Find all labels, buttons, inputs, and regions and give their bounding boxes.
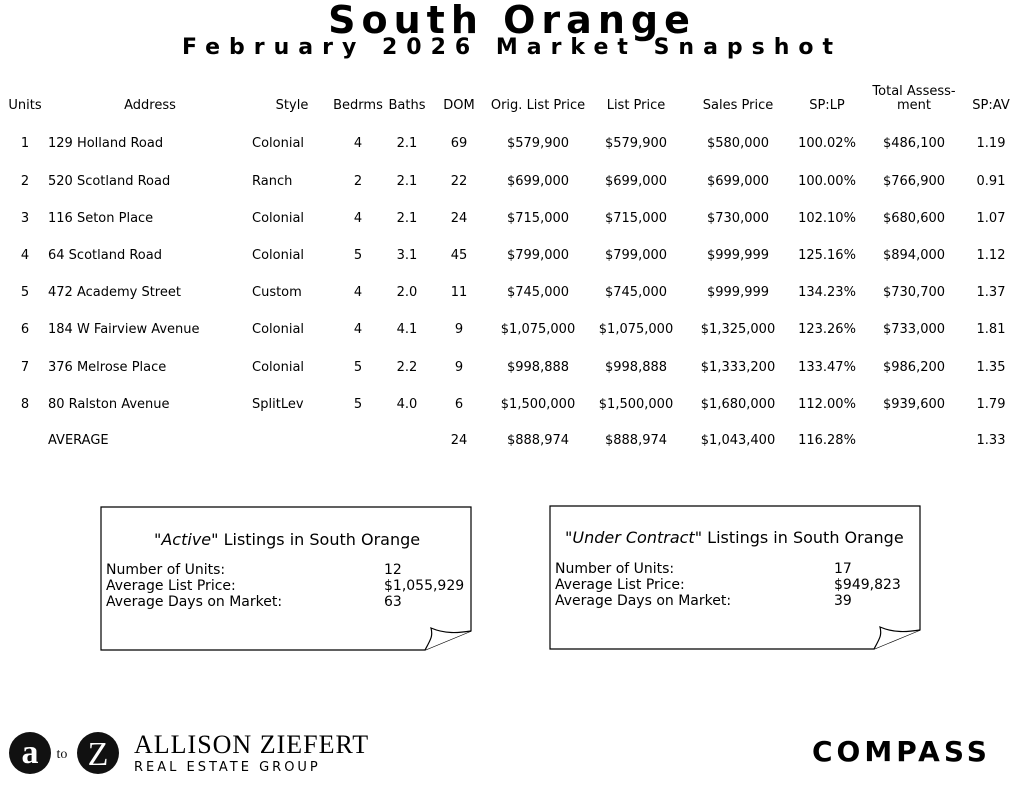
header-address: Address — [124, 98, 176, 113]
cell-baths: 2.1 — [396, 211, 418, 226]
header-style: Style — [275, 98, 309, 113]
cell-bedrms: 5 — [353, 360, 363, 375]
active-units-value: 12 — [384, 562, 402, 578]
cell-units: 6 — [20, 322, 30, 337]
under-contract-units-value: 17 — [834, 561, 852, 577]
header-total-assessment-line1: Total Assess- — [872, 84, 956, 99]
cell-sp-av: 1.79 — [976, 397, 1006, 412]
page-title: South Orange — [328, 0, 696, 42]
cell-sales-price: $1,680,000 — [700, 397, 776, 412]
header-sales-price: Sales Price — [702, 98, 774, 113]
cell-baths: 3.1 — [396, 248, 418, 263]
cell-style: Colonial — [252, 248, 305, 263]
cell-orig-list-price: $1,500,000 — [500, 397, 576, 412]
active-price-label: Average List Price: — [106, 578, 236, 594]
cell-list-price: $745,000 — [604, 285, 668, 300]
cell-sp-lp: 100.00% — [798, 174, 856, 189]
logo-to: to — [56, 747, 68, 762]
cell-address: 472 Academy Street — [48, 285, 181, 300]
cell-style: Colonial — [252, 211, 305, 226]
cell-address: 520 Scotland Road — [48, 174, 171, 189]
header-sp-lp: SP:LP — [809, 98, 845, 113]
active-price-value: $1,055,929 — [384, 578, 465, 594]
active-dom-value: 63 — [384, 594, 402, 610]
cell-units: 5 — [20, 285, 30, 300]
active-card-title-rest: Listings in South Orange — [218, 530, 421, 549]
cell-units: 8 — [20, 397, 30, 412]
cell-dom: 9 — [454, 322, 464, 337]
cell-bedrms: 5 — [353, 248, 363, 263]
cell-sales-price: $730,000 — [706, 211, 770, 226]
cell-dom: 24 — [450, 211, 468, 226]
cell-sp-av: 1.12 — [976, 248, 1006, 263]
cell-sp-lp: 133.47% — [798, 360, 856, 375]
header-list-price: List Price — [606, 98, 666, 113]
cell-sp-av: 1.35 — [976, 360, 1006, 375]
cell-baths: 4.0 — [396, 397, 418, 412]
header-bedrms: Bedrms — [333, 98, 383, 113]
cell-total-assessment: $486,100 — [882, 136, 946, 151]
cell-bedrms: 4 — [353, 285, 363, 300]
cell-baths: 2.2 — [396, 360, 418, 375]
average-sp-av: 1.33 — [976, 433, 1006, 448]
cell-sp-av: 0.91 — [976, 174, 1006, 189]
cell-address: 80 Ralston Avenue — [48, 397, 170, 412]
cell-units: 2 — [20, 174, 30, 189]
cell-dom: 45 — [450, 248, 468, 263]
cell-orig-list-price: $799,000 — [506, 248, 570, 263]
cell-address: 64 Scotland Road — [48, 248, 162, 263]
cell-units: 3 — [20, 211, 30, 226]
average-sp-lp: 116.28% — [798, 433, 856, 448]
cell-total-assessment: $939,600 — [882, 397, 946, 412]
cell-list-price: $1,075,000 — [598, 322, 674, 337]
cell-orig-list-price: $1,075,000 — [500, 322, 576, 337]
average-list-price: $888,974 — [604, 433, 668, 448]
active-card-title — [154, 530, 420, 549]
active-card-title-quoted: "Active" — [154, 530, 219, 549]
under-contract-card — [549, 505, 923, 651]
cell-style: Custom — [252, 285, 302, 300]
cell-sp-av: 1.81 — [976, 322, 1006, 337]
cell-style: Ranch — [252, 174, 293, 189]
average-address: AVERAGE — [48, 433, 109, 448]
a-to-z-logo — [8, 730, 124, 776]
cell-sales-price: $1,325,000 — [700, 322, 776, 337]
cell-address: 116 Seton Place — [48, 211, 154, 226]
under-contract-dom-value: 39 — [834, 593, 852, 609]
logo-letter-a: a — [21, 734, 39, 771]
cell-sales-price: $699,000 — [706, 174, 770, 189]
cell-address: 129 Holland Road — [48, 136, 164, 151]
cell-bedrms: 4 — [353, 322, 363, 337]
cell-sp-lp: 112.00% — [798, 397, 856, 412]
cell-bedrms: 4 — [353, 211, 363, 226]
under-contract-card-title-quoted: "Under Contract" — [565, 528, 703, 547]
cell-style: Colonial — [252, 322, 305, 337]
cell-baths: 2.0 — [396, 285, 418, 300]
cell-sp-av: 1.19 — [976, 136, 1006, 151]
average-dom: 24 — [450, 433, 468, 448]
cell-baths: 4.1 — [396, 322, 418, 337]
header-total-assessment — [862, 85, 966, 113]
under-contract-card-title — [565, 528, 904, 547]
cell-list-price: $699,000 — [604, 174, 668, 189]
cell-orig-list-price: $699,000 — [506, 174, 570, 189]
cell-units: 7 — [20, 360, 30, 375]
cell-list-price: $799,000 — [604, 248, 668, 263]
cell-dom: 6 — [454, 397, 464, 412]
cell-orig-list-price: $998,888 — [506, 360, 570, 375]
cell-orig-list-price: $579,900 — [506, 136, 570, 151]
page-subtitle: February 2026 Market Snapshot — [181, 35, 843, 60]
cell-dom: 11 — [450, 285, 468, 300]
cell-list-price: $715,000 — [604, 211, 668, 226]
active-listings-card — [100, 506, 474, 652]
cell-total-assessment: $986,200 — [882, 360, 946, 375]
cell-bedrms: 4 — [353, 136, 363, 151]
cell-units: 4 — [20, 248, 30, 263]
under-contract-price-label: Average List Price: — [555, 577, 685, 593]
header-total-assessment-line2: ment — [897, 98, 931, 113]
cell-dom: 69 — [450, 136, 468, 151]
cell-sp-lp: 102.10% — [798, 211, 856, 226]
cell-list-price: $998,888 — [604, 360, 668, 375]
cell-sales-price: $580,000 — [706, 136, 770, 151]
header-dom: DOM — [443, 98, 475, 113]
cell-sp-lp: 134.23% — [798, 285, 856, 300]
cell-dom: 22 — [450, 174, 468, 189]
under-contract-units-label: Number of Units: — [555, 561, 675, 577]
cell-style: Colonial — [252, 360, 305, 375]
header-units: Units — [8, 98, 42, 113]
cell-orig-list-price: $745,000 — [506, 285, 570, 300]
cell-list-price: $579,900 — [604, 136, 668, 151]
average-orig-list-price: $888,974 — [506, 433, 570, 448]
cell-baths: 2.1 — [396, 136, 418, 151]
average-sales-price: $1,043,400 — [700, 433, 776, 448]
brand-name: ALLISON ZIEFERT — [134, 730, 370, 759]
cell-address: 184 W Fairview Avenue — [48, 322, 200, 337]
cell-list-price: $1,500,000 — [598, 397, 674, 412]
header-orig-list-price: Orig. List Price — [490, 98, 586, 113]
cell-style: Colonial — [252, 136, 305, 151]
header-sp-av: SP:AV — [972, 98, 1010, 113]
under-contract-price-value: $949,823 — [834, 577, 901, 593]
logo-letter-z: Z — [87, 736, 109, 773]
cell-sp-av: 1.37 — [976, 285, 1006, 300]
header-baths: Baths — [388, 98, 426, 113]
cell-sp-lp: 100.02% — [798, 136, 856, 151]
cell-total-assessment: $680,600 — [882, 211, 946, 226]
cell-style: SplitLev — [252, 397, 304, 412]
cell-bedrms: 2 — [353, 174, 363, 189]
cell-sp-av: 1.07 — [976, 211, 1006, 226]
cell-address: 376 Melrose Place — [48, 360, 167, 375]
cell-baths: 2.1 — [396, 174, 418, 189]
under-contract-card-title-rest: Listings in South Orange — [702, 528, 904, 547]
cell-total-assessment: $894,000 — [882, 248, 946, 263]
cell-sp-lp: 123.26% — [798, 322, 856, 337]
under-contract-dom-label: Average Days on Market: — [555, 593, 732, 609]
cell-units: 1 — [20, 136, 30, 151]
cell-orig-list-price: $715,000 — [506, 211, 570, 226]
cell-sales-price: $999,999 — [706, 248, 770, 263]
active-units-label: Number of Units: — [106, 562, 226, 578]
active-dom-label: Average Days on Market: — [106, 594, 283, 610]
cell-dom: 9 — [454, 360, 464, 375]
cell-sales-price: $999,999 — [706, 285, 770, 300]
cell-sales-price: $1,333,200 — [700, 360, 776, 375]
cell-bedrms: 5 — [353, 397, 363, 412]
cell-total-assessment: $766,900 — [882, 174, 946, 189]
compass-logo: COMPASS — [812, 735, 991, 768]
cell-total-assessment: $730,700 — [882, 285, 946, 300]
cell-sp-lp: 125.16% — [798, 248, 856, 263]
brand-subtitle: REAL ESTATE GROUP — [134, 760, 321, 775]
cell-total-assessment: $733,000 — [882, 322, 946, 337]
